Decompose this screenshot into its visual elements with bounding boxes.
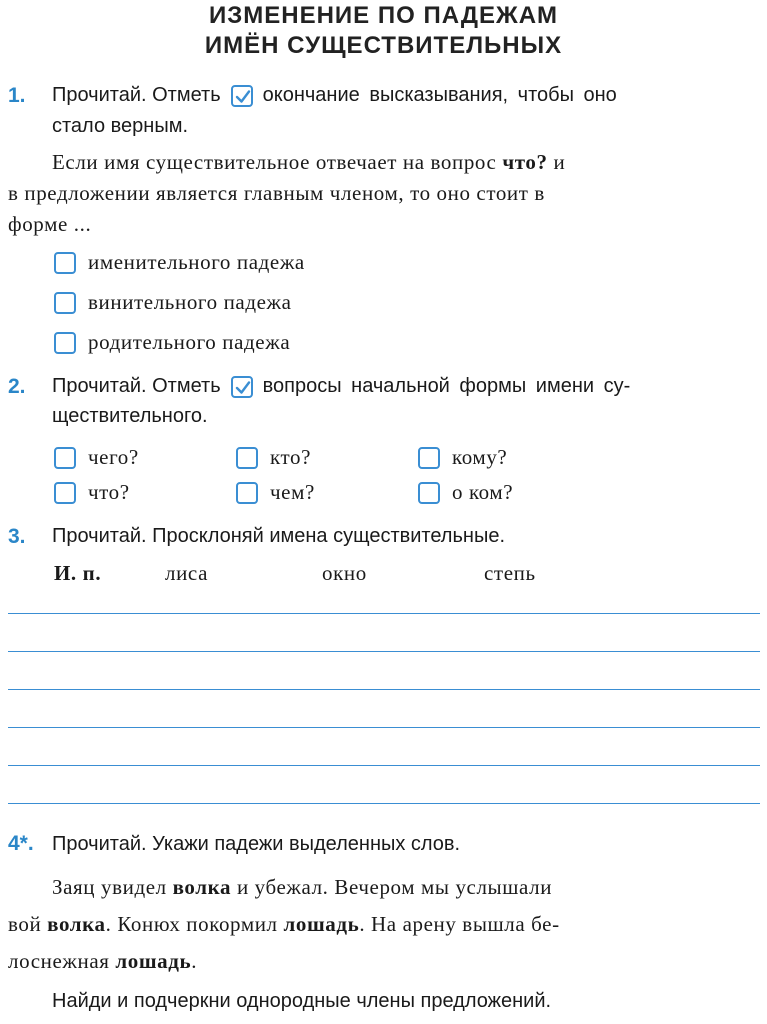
task1-option-genitive[interactable] bbox=[54, 330, 290, 355]
task2-option-komu[interactable] bbox=[418, 445, 507, 470]
task1-number: 1. bbox=[8, 84, 26, 107]
writing-line-4[interactable] bbox=[8, 727, 760, 728]
page-title-line1: ИЗМЕНЕНИЕ ПО ПАДЕЖАМ bbox=[208, 2, 559, 29]
task1-text-question: что? bbox=[502, 150, 548, 174]
task1-text-a: Если имя существительное отвечает на вопрос bbox=[52, 150, 497, 174]
option-label: именительного падежа bbox=[88, 250, 305, 274]
task2-option-o-kom[interactable] bbox=[418, 480, 513, 505]
task3-instruction: Прочитай. Просклоняй имена существительные. bbox=[52, 525, 505, 547]
check-example-icon bbox=[231, 376, 253, 398]
writing-line-2[interactable] bbox=[8, 651, 760, 652]
task1-instruction bbox=[52, 84, 617, 107]
task4-text-fragment: и убежал. Вечером мы услышали bbox=[236, 875, 553, 899]
task1-instruction-part1: Прочитай. Отметь bbox=[52, 84, 221, 106]
task2-instruction-part1: Прочитай. Отметь bbox=[52, 375, 221, 397]
task4-text-fragment: . Конюх покормил bbox=[105, 912, 278, 936]
checkbox-accusative[interactable] bbox=[54, 292, 76, 314]
task4-instruction: Прочитай. Укажи падежи выделенных слов. bbox=[52, 833, 461, 855]
checkbox-genitive[interactable] bbox=[54, 332, 76, 354]
option-label: родительного падежа bbox=[88, 330, 291, 354]
task1-text-line2: в предложении является главным членом, то оно стоит в bbox=[8, 181, 545, 205]
option-label: чем? bbox=[270, 480, 315, 504]
highlighted-word-loshad-1: лошадь bbox=[283, 912, 360, 936]
option-label: что? bbox=[88, 480, 130, 504]
checkbox-kto[interactable] bbox=[236, 447, 258, 469]
task4-text-fragment: вой bbox=[8, 912, 42, 936]
task4-text-fragment: . bbox=[191, 949, 198, 973]
checkbox-o-kom[interactable] bbox=[418, 482, 440, 504]
word-okno: окно bbox=[322, 561, 367, 585]
task1-option-accusative[interactable] bbox=[54, 290, 292, 315]
writing-line-5[interactable] bbox=[8, 765, 760, 766]
checkbox-chego[interactable] bbox=[54, 447, 76, 469]
word-lisa: лиса bbox=[165, 561, 209, 585]
task1-instruction-line2: стало верным. bbox=[52, 115, 189, 137]
task5-instruction: Найди и подчеркни однородные члены предложений. bbox=[52, 990, 552, 1012]
checkbox-komu[interactable] bbox=[418, 447, 440, 469]
word-step: степь bbox=[484, 561, 536, 585]
page-title-line2: ИМЁН СУЩЕСТВИТЕЛЬНЫХ bbox=[204, 32, 563, 59]
writing-line-3[interactable] bbox=[8, 689, 760, 690]
writing-line-6[interactable] bbox=[8, 803, 760, 804]
task4-text-line2 bbox=[8, 909, 560, 940]
checkbox-nominative[interactable] bbox=[54, 252, 76, 274]
task1-instruction-part2: окончание высказывания, чтобы оно bbox=[262, 84, 617, 106]
task2-option-chego[interactable] bbox=[54, 445, 139, 470]
checkbox-chto[interactable] bbox=[54, 482, 76, 504]
task4-text-fragment: Заяц увидел bbox=[52, 875, 167, 899]
highlighted-word-loshad-2: лошадь bbox=[115, 949, 192, 973]
task4-text-line1 bbox=[52, 872, 552, 903]
highlighted-word-volka-2: волка bbox=[47, 912, 106, 936]
option-label: о ком? bbox=[452, 480, 514, 504]
task4-number: 4*. bbox=[8, 832, 34, 855]
option-label: кому? bbox=[452, 445, 508, 469]
task2-instruction-part2: вопросы начальной формы имени су- bbox=[262, 375, 631, 397]
task1-text-line1 bbox=[52, 147, 565, 178]
task3-number: 3. bbox=[8, 525, 26, 548]
task2-option-kto[interactable] bbox=[236, 445, 311, 470]
task2-instruction-line2: ществительного. bbox=[52, 405, 208, 427]
task1-text-b: и bbox=[553, 150, 566, 174]
option-label: винительного падежа bbox=[88, 290, 292, 314]
task1-option-nominative[interactable] bbox=[54, 250, 305, 275]
task2-option-chem[interactable] bbox=[236, 480, 315, 505]
task2-number: 2. bbox=[8, 375, 26, 398]
case-label: И. п. bbox=[54, 561, 102, 585]
task4-text-line3 bbox=[8, 946, 197, 977]
writing-line-1[interactable] bbox=[8, 613, 760, 614]
task2-instruction bbox=[52, 375, 630, 398]
task4-text-fragment: . На арену вышла бе- bbox=[359, 912, 560, 936]
check-example-icon bbox=[231, 85, 253, 107]
option-label: чего? bbox=[88, 445, 139, 469]
highlighted-word-volka-1: волка bbox=[172, 875, 232, 899]
checkbox-chem[interactable] bbox=[236, 482, 258, 504]
task2-option-chto[interactable] bbox=[54, 480, 130, 505]
task1-text-line3: форме ... bbox=[8, 212, 92, 236]
option-label: кто? bbox=[270, 445, 312, 469]
task4-text-fragment: лоснежная bbox=[8, 949, 110, 973]
